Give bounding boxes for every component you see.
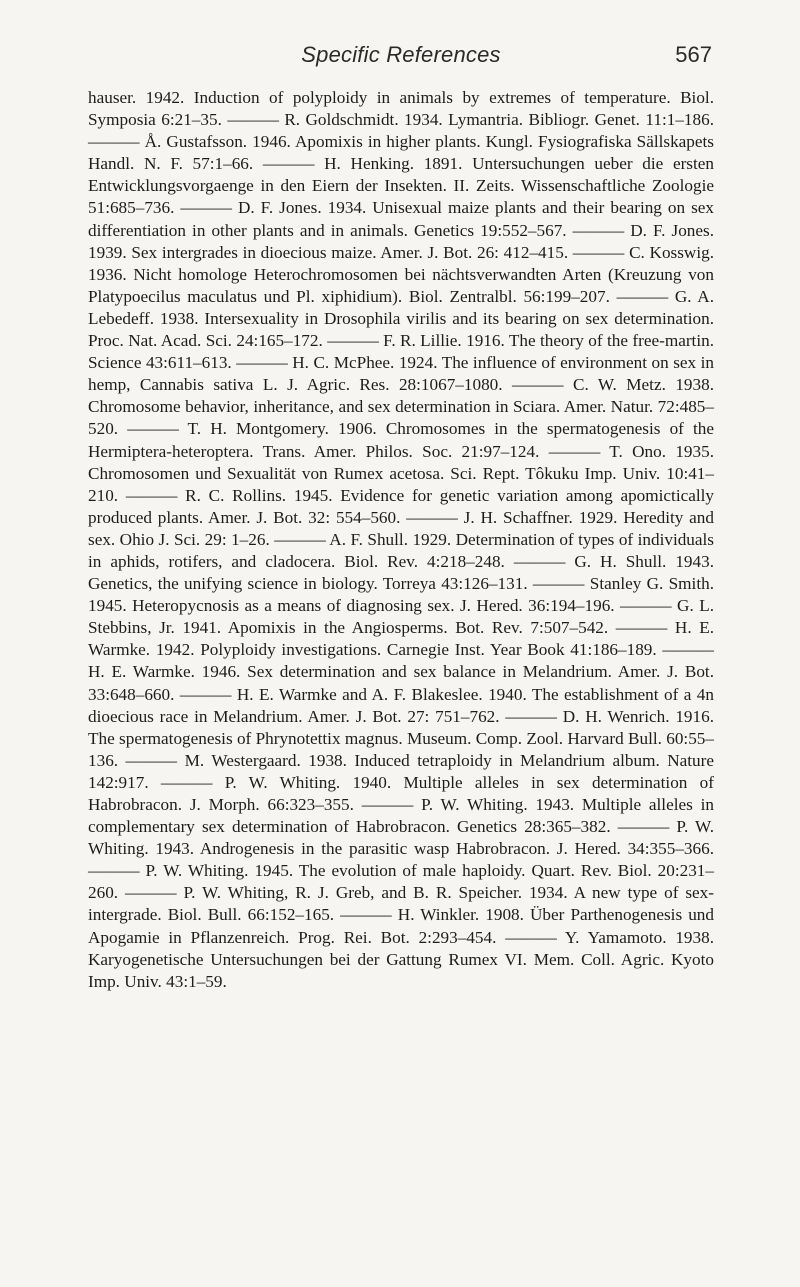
references-block [88,87,714,993]
page-number: 567 [675,42,712,67]
running-title: Specific References [301,42,501,67]
page-header [90,42,712,78]
references-paragraph: hauser. 1942. Induction of polyploidy in animals by extremes of temperature. Biol. Symposia 6:21–35. ——— R. Goldschmidt. 1934. Lymantria. Bibliogr. Genet. 11:1–186. ——— Å. Gustafsson. 1946. Apomixis in higher plants. Kungl. Fysiografiska Sällskapets Handl. N. F. 57:1–66. ——— H. Henking. 1891. Untersuchungen ueber die ersten Entwicklungsvorgaenge in den Eiern der Insekten. II. Zeits. Wissenschaftliche Zoologie 51:685–736. ——— D. F. Jones. 1934. Unisexual maize plants and their bearing on sex differentiation in other plants and in animals. Genetics 19:552–567. ——— D. F. Jones. 1939. Sex intergrades in dioecious maize. Amer. J. Bot. 26: 412–415. ——— C. Kosswig. 1936. Nicht homologe Heterochromosomen bei nächtsverwandten Arten (Kreuzung von Platypoecilus maculatus und Pl. xiphidium). Biol. Zentralbl. 56:199–207. ——— G. A. Lebedeff. 1938. Intersexuality in Drosophila virilis and its bearing on sex determination. Proc. Nat. Acad. Sci. 24:165–172. ——— F. R. Lillie. 1916. The theory of the free-martin. Science 43:611–613. ——— H. C. McPhee. 1924. The influence of environment on sex in hemp, Cannabis sativa L. J. Agric. Res. 28:1067–1080. ——— C. W. Metz. 1938. Chromosome behavior, inheritance, and sex determination in Sciara. Amer. Natur. 72:485–520. ——— T. H. Montgomery. 1906. Chromosomes in the spermatogenesis of the Hermiptera-heteroptera. Trans. Amer. Philos. Soc. 21:97–124. ——— T. Ono. 1935. Chromosomen und Sexualität von Rumex acetosa. Sci. Rept. Tôkuku Imp. Univ. 10:41–210. ——— R. C. Rollins. 1945. Evidence for genetic variation among apomictically produced plants. Amer. J. Bot. 32: 554–560. ——— J. H. Schaffner. 1929. Heredity and sex. Ohio J. Sci. 29: 1–26. ——— A. F. Shull. 1929. Determination of types of individuals in aphids, rotifers, and cladocera. Biol. Rev. 4:218–248. ——— G. H. Shull. 1943. Genetics, the unifying science in biology. Torreya 43:126–131. ——— Stanley G. Smith. 1945. Heteropycnosis as a means of diagnosing sex. J. Hered. 36:194–196. ——— G. L. Stebbins, Jr. 1941. Apomixis in the Angiosperms. Bot. Rev. 7:507–542. ——— H. E. Warmke. 1942. Polyploidy investigations. Carnegie Inst. Year Book 41:186–189. ——— H. E. Warmke. 1946. Sex determination and sex balance in Melandrium. Amer. J. Bot. 33:648–660. ——— H. E. Warmke and A. F. Blakeslee. 1940. The establishment of a 4n dioecious race in Melandrium. Amer. J. Bot. 27: 751–762. ——— D. H. Wenrich. 1916. The spermatogenesis of Phrynotettix magnus. Museum. Comp. Zool. Harvard Bull. 60:55–136. ——— M. Westergaard. 1938. Induced tetraploidy in Melandrium album. Nature 142:917. ——— P. W. Whiting. 1940. Multiple alleles in sex determination of Habrobracon. J. Morph. 66:323–355. ——— P. W. Whiting. 1943. Multiple alleles in complementary sex determination of Habrobracon. Genetics 28:365–382. ——— P. W. Whiting. 1943. Androgenesis in the parasitic wasp Habrobracon. J. Hered. 34:355–366. ——— P. W. Whiting. 1945. The evolution of male haploidy. Quart. Rev. Biol. 20:231–260. ——— P. W. Whiting, R. J. Greb, and B. R. Speicher. 1934. A new type of sex-intergrade. Biol. Bull. 66:152–165. ——— H. Winkler. 1908. Über Parthenogenesis und Apogamie in Pflanzenreich. Prog. Rei. Bot. 2:293–454. ——— Y. Yamamoto. 1938. Karyogenetische Untersuchungen bei der Gattung Rumex VI. Mem. Coll. Agric. Kyoto Imp. Univ. 43:1–59. [88,88,714,991]
